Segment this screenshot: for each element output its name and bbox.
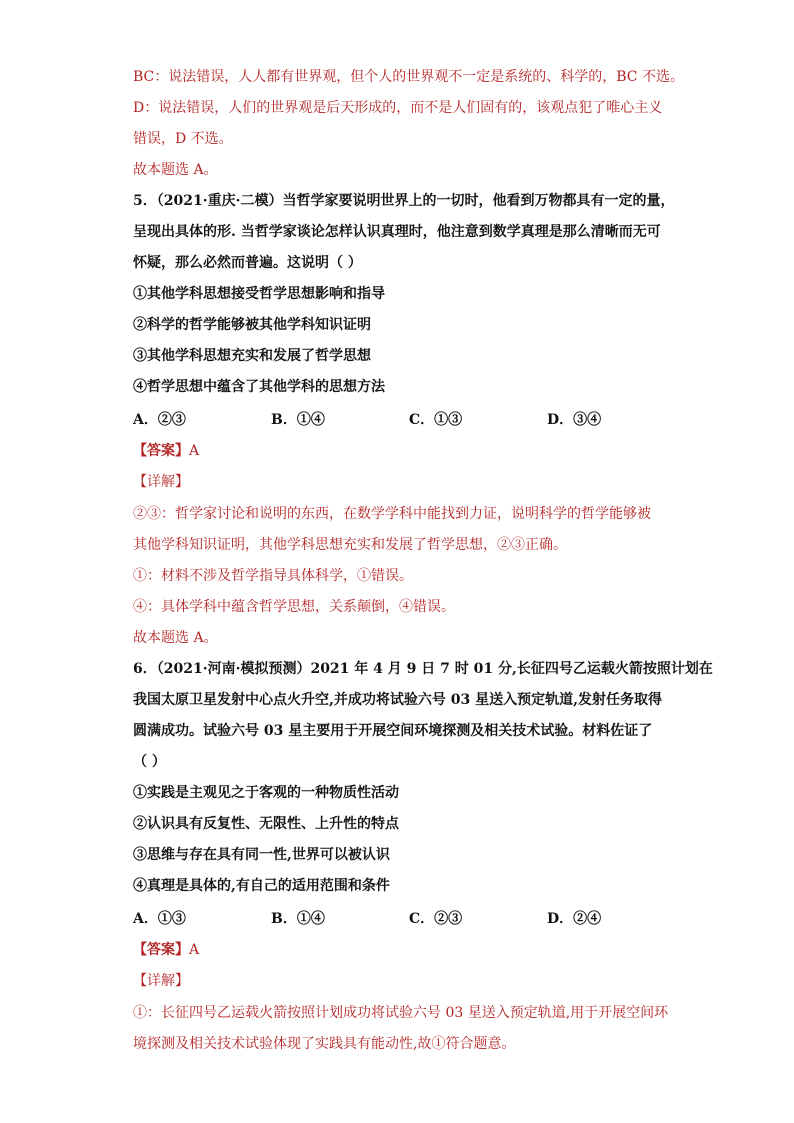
answer-tag: 【答案】 (133, 443, 189, 459)
q5-item-2: ②科学的哲学能够被其他学科知识证明 (133, 317, 371, 333)
q5-item-1: ①其他学科思想接受哲学思想影响和指导 (133, 286, 385, 302)
q6-stem-line2: 我国太原卫星发射中心点火升空,并成功将试验六号 03 星送入预定轨道,发射任务取得 (133, 692, 662, 708)
q5-detail-line1: ②③：哲学家讨论和说明的东西，在数学学科中能找到力证，说明科学的哲学能够被 (133, 506, 651, 522)
q5-detail-line4: ④：具体学科中蕴含哲学思想，关系颠倒，④错误。 (133, 599, 455, 615)
q5-detail-line2: 其他学科知识证明，其他学科思想充实和发展了哲学思想，②③正确。 (133, 537, 567, 553)
q6-detail-tag: 【详解】 (133, 973, 189, 989)
q6-detail-line2: 境探测及相关技术试验体现了实践具有能动性,故①符合题意。 (133, 1036, 516, 1052)
q6-item-1: ①实践是主观见之于客观的一种物质性活动 (133, 785, 399, 801)
q5-option-a: A．②③ (133, 412, 186, 428)
explanation-bc: BC：说法错误，人人都有世界观，但个人的世界观不一定是系统的、科学的，BC 不选。 (133, 69, 684, 85)
answer-value: A (189, 942, 200, 958)
q6-answer (133, 940, 199, 960)
q5-stem-line1: 5．（2021·重庆·二模）当哲学家要说明世界上的一切时，他看到万物都具有一定的量， (133, 193, 675, 209)
q6-stem-line4: （ ） (133, 754, 166, 770)
q5-answer (133, 441, 199, 461)
q5-item-4: ④哲学思想中蕴含了其他学科的思想方法 (133, 379, 385, 395)
q6-item-2: ②认识具有反复性、无限性、上升性的特点 (133, 816, 399, 832)
q5-option-d: D．③④ (547, 412, 602, 428)
q6-option-c: C．②③ (409, 911, 463, 927)
q6-option-b: B．①④ (271, 911, 325, 927)
q6-stem-line3: 圆满成功。试验六号 03 星主要用于开展空间环境探测及相关技术试验。材料佐证了 (133, 723, 653, 739)
q6-option-a: A．①③ (133, 911, 186, 927)
q6-item-4: ④真理是具体的,有自己的适用范围和条件 (133, 878, 390, 894)
answer-value: A (189, 443, 200, 459)
q6-item-3: ③思维与存在具有同一性,世界可以被认识 (133, 847, 390, 863)
q6-detail-line1: ①：长征四号乙运载火箭按照计划成功将试验六号 03 星送入预定轨道,用于开展空间环 (133, 1005, 669, 1021)
q5-stem-line2: 呈现出具体的形. 当哲学家谈论怎样认识真理时，他注意到数学真理是那么清晰而无可 (133, 224, 661, 240)
q5-option-c: C．①③ (409, 412, 463, 428)
answer-tag: 【答案】 (133, 942, 189, 958)
q5-detail-line3: ①：材料不涉及哲学指导具体科学，①错误。 (133, 568, 413, 584)
q5-conclusion: 故本题选 A。 (133, 630, 218, 646)
q5-detail-tag: 【详解】 (133, 474, 189, 490)
q6-stem-line1: 6．（2021·河南·模拟预测）2021 年 4 月 9 日 7 时 01 分,长征四号乙运载火箭按照计划在 (133, 661, 713, 677)
q5-option-b: B．①④ (271, 412, 325, 428)
explanation-d-cont: 错误，D 不选。 (133, 131, 233, 147)
conclusion-prev: 故本题选 A。 (133, 162, 218, 178)
explanation-d: D：说法错误，人们的世界观是后天形成的，而不是人们固有的，该观点犯了唯心主义 (133, 100, 663, 116)
q5-item-3: ③其他学科思想充实和发展了哲学思想 (133, 348, 371, 364)
q5-stem-line3: 怀疑，那么必然而普遍。这说明（ ） (133, 255, 362, 271)
q6-option-d: D．②④ (547, 911, 602, 927)
